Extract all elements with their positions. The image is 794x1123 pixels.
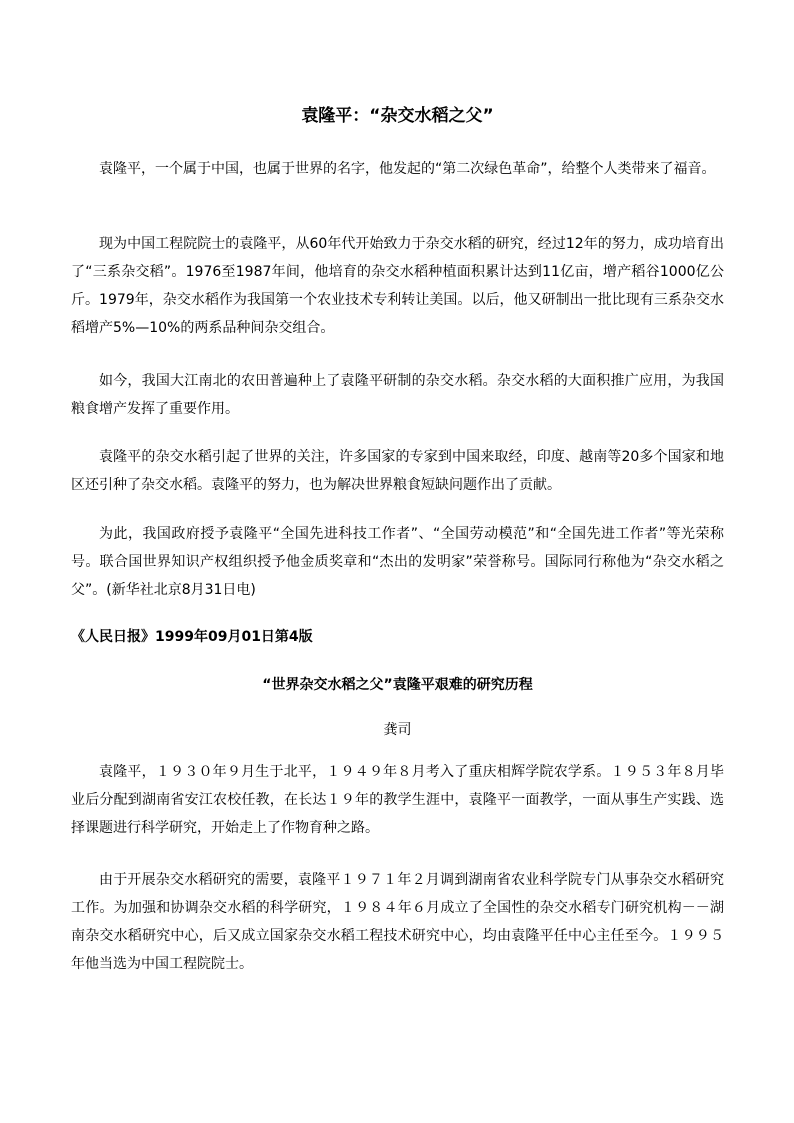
article-title: “世界杂交水稻之父”袁隆平艰难的研究历程	[262, 677, 533, 693]
paragraph-intro: 袁隆平，一个属于中国，也属于世界的名字，他发起的“第二次绿色革命”，给整个人类带来了福音。	[99, 161, 716, 177]
paragraph-honors: 为此，我国政府授予袁隆平“全国先进科技工作者”、“全国劳动模范”和“全国先进工作者”等光荣称号。联合国世界知识产权组织授予他金质奖章和“杰出的发明家”荣誉称号。国际同行称他为“杂交水稻之父”。(新华社北京8月31日电)	[71, 526, 724, 598]
article-paragraph-career: 由于开展杂交水稻研究的需要，袁隆平１９７１年２月调到湖南省农业科学院专门从事杂交水稻研究工作。为加强和协调杂交水稻的科学研究，１９８４年６月成立了全国性的杂交水稻专门研究机构－－湖南杂交水稻研究中心，后又成立国家杂交水稻工程技术研究中心，均由袁隆平任中心主任至今。１９９５年他当选为中国工程院院士。	[71, 872, 724, 972]
article-paragraph-biography: 袁隆平，１９３０年９月生于北平，１９４９年８月考入了重庆相辉学院农学系。１９５３年８月毕业后分配到湖南省安江农校任教，在长达１９年的教学生涯中，袁隆平一面教学，一面从事生产实践、选择课题进行科学研究，开始走上了作物育种之路。	[71, 764, 724, 836]
paragraph-world: 袁隆平的杂交水稻引起了世界的关注，许多国家的专家到中国来取经，印度、越南等20多个国家和地区还引种了杂交水稻。袁隆平的努力，也为解决世界粮食短缺问题作出了贡献。	[71, 449, 724, 493]
source-citation: 《人民日报》1999年09月01日第4版	[71, 629, 313, 645]
paragraph-today: 如今，我国大江南北的农田普遍种上了袁隆平研制的杂交水稻。杂交水稻的大面积推广应用，为我国粮食增产发挥了重要作用。	[71, 373, 724, 417]
document-title: 袁隆平：“杂交水稻之父”	[301, 106, 494, 126]
paragraph-research: 现为中国工程院院士的袁隆平，从60年代开始致力于杂交水稻的研究，经过12年的努力，成功培育出了“三系杂交稻”。1976至1987年间，他培育的杂交水稻种植面积累计达到11亿亩，增产稻谷1000亿公斤。1979年，杂交水稻作为我国第一个农业技术专利转让美国。以后，他又研制出一批比现有三系杂交水稻增产5%—10%的两系品种间杂交组合。	[71, 236, 724, 336]
article-author: 龚司	[383, 722, 412, 738]
